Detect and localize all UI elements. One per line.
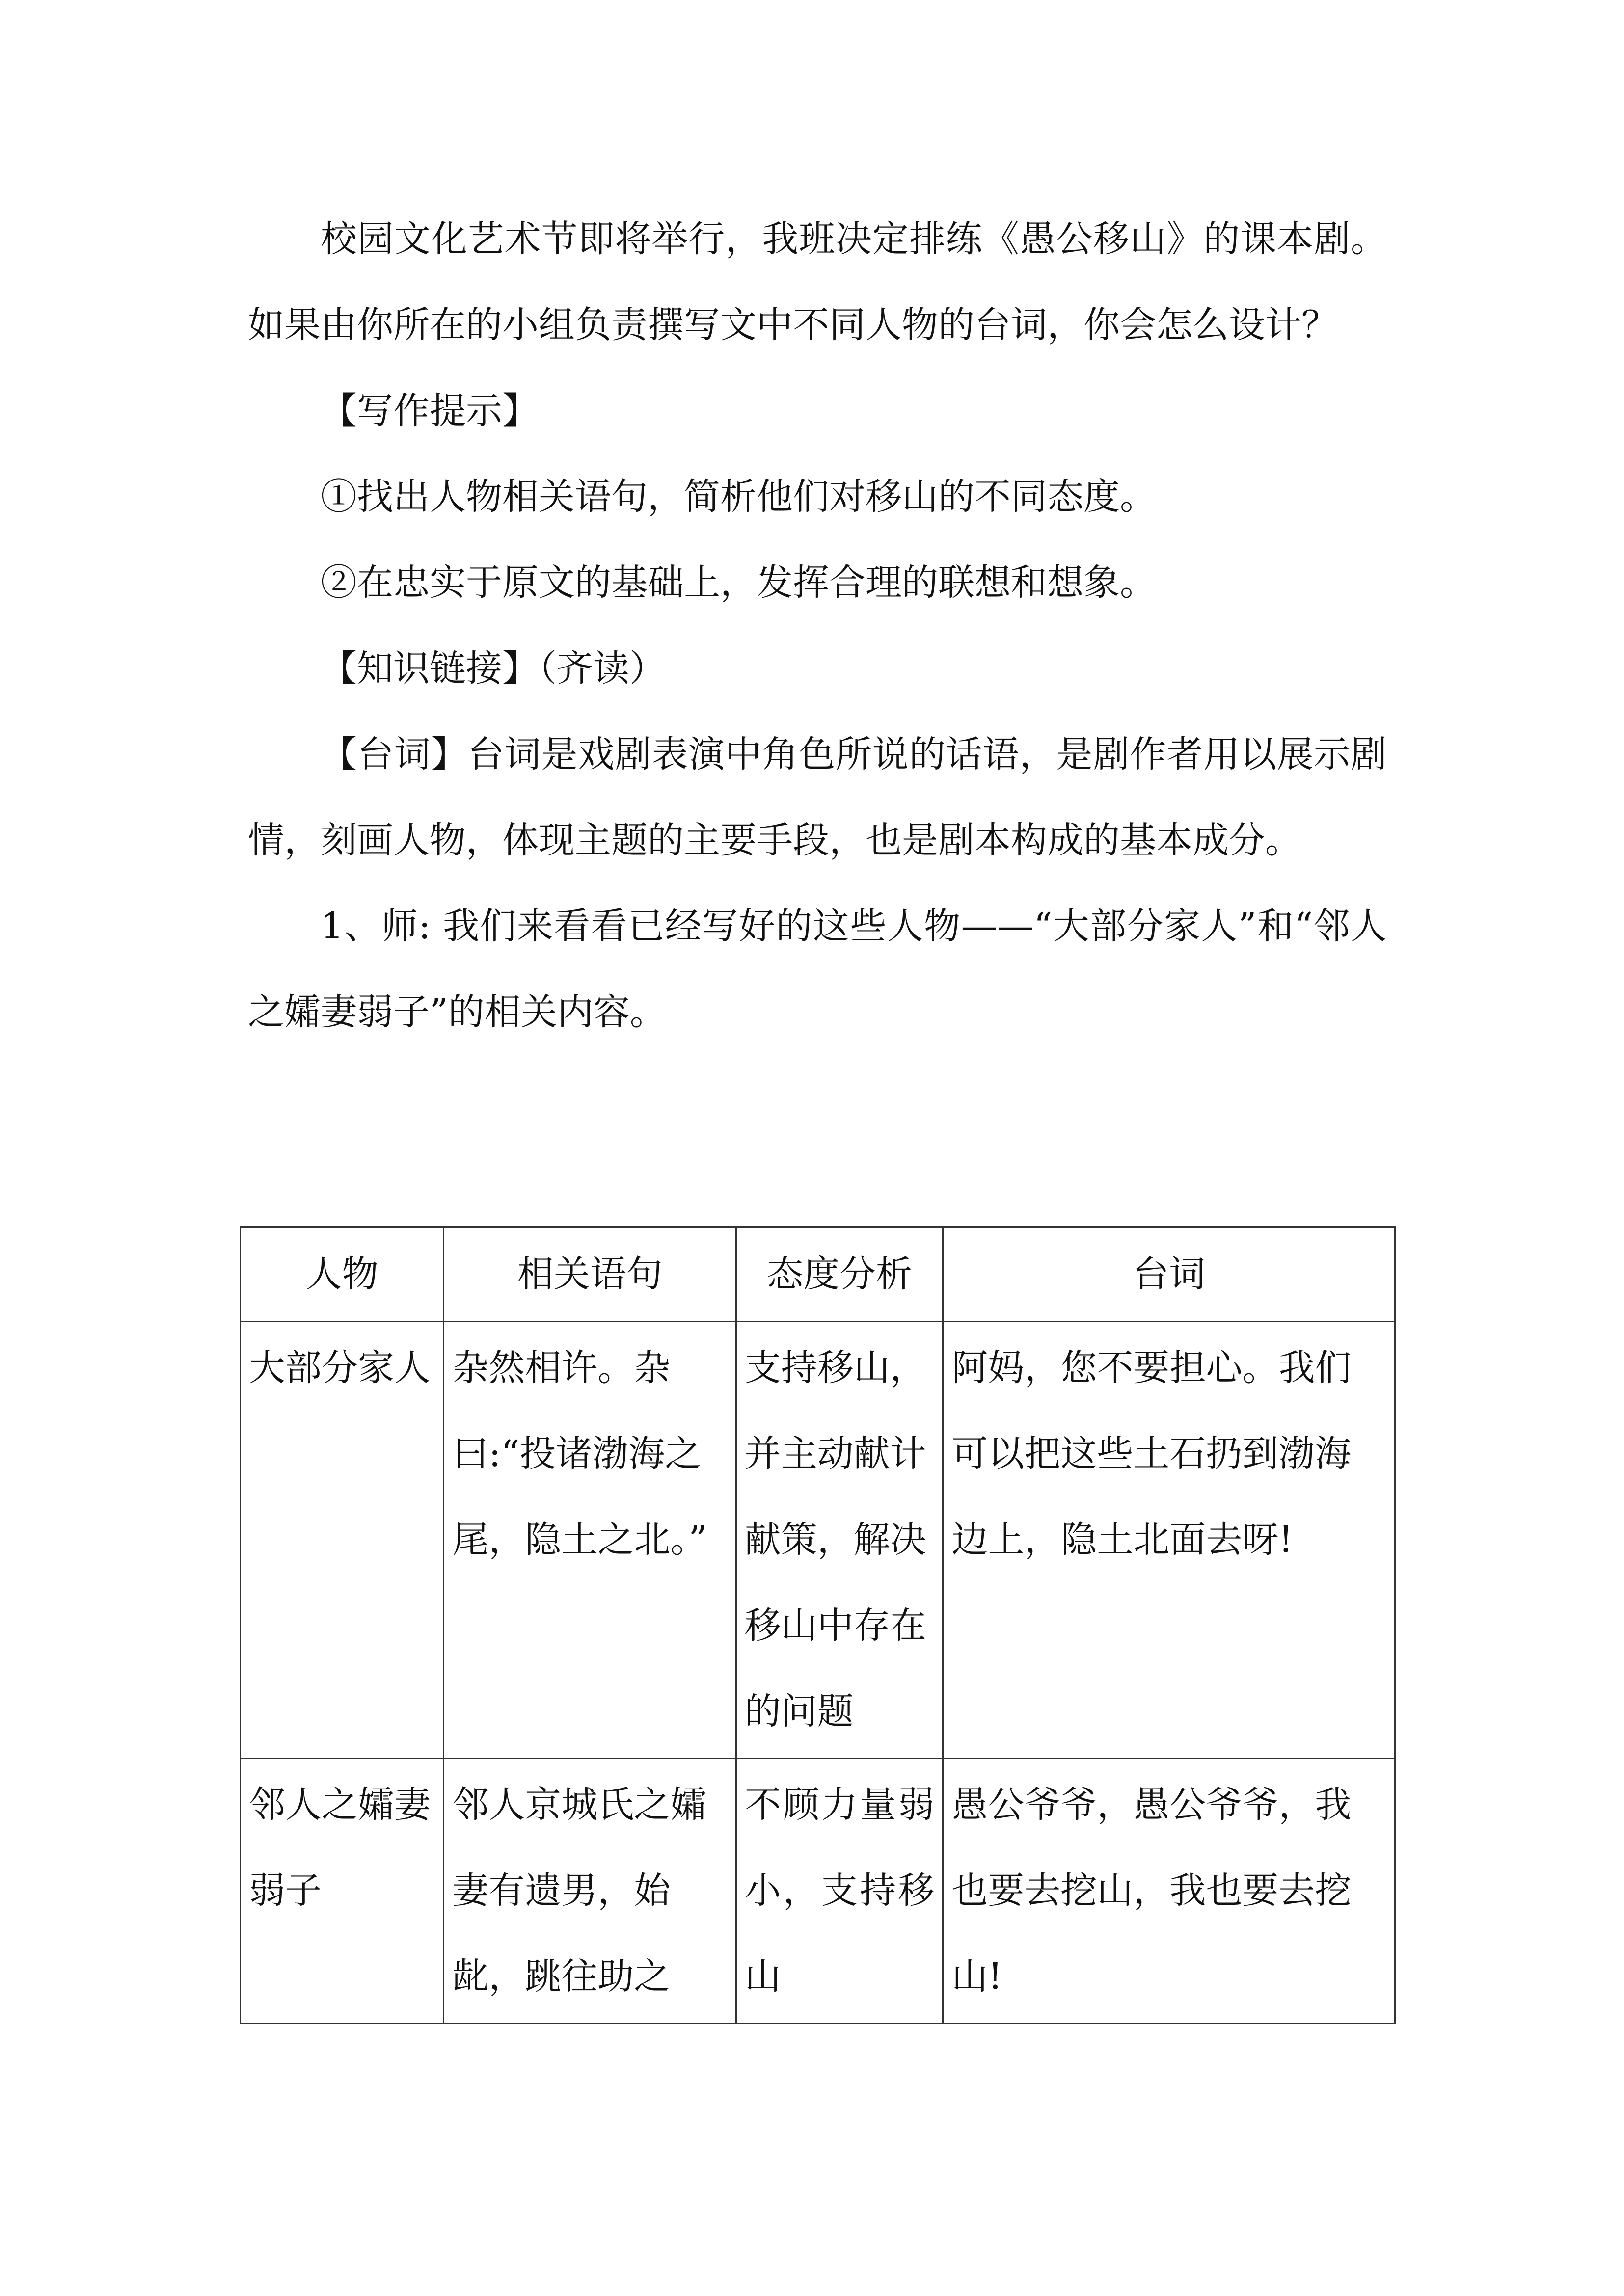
header-sentence: 相关语句 [444, 1227, 736, 1322]
cell-sentence: 杂然相许。杂曰:“投诸渤海之尾，隐土之北。” [444, 1322, 736, 1759]
writing-tips-heading: 【写作提示】 [321, 390, 539, 432]
cell-attitude: 不顾力量弱小，支持移山 [736, 1759, 943, 2024]
table-row [241, 1759, 1395, 2024]
cell-lines: 阿妈，您不要担心。我们可以把这些土石扔到渤海边上，隐土北面去呀! [943, 1322, 1395, 1759]
header-lines: 台词 [943, 1227, 1395, 1322]
cell-person: 大部分家人 [241, 1322, 444, 1759]
header-person: 人物 [241, 1227, 444, 1322]
writing-tip-2: ②在忠实于原文的基础上，发挥合理的联想和想象。 [321, 561, 1156, 604]
intro-paragraph: 校园文化艺术节即将举行，我班决定排练《愚公移山》的课本剧。如果由你所在的小组负责撰写文中不同人物的台词，你会怎么设计？ [248, 218, 1387, 346]
cell-sentence: 邻人京城氏之孀妻有遗男，始龀，跳往助之 [444, 1759, 736, 2024]
teacher-paragraph: 1、师: 我们来看看已经写好的这些人物——“大部分家人”和“邻人之孀妻弱子”的相关内容。 [248, 905, 1387, 1033]
writing-tip-1: ①找出人物相关语句，简析他们对移山的不同态度。 [321, 476, 1156, 518]
character-lines-table [240, 1226, 1396, 2024]
knowledge-link-heading: 【知识链接】（齐读） [321, 647, 666, 690]
definition-paragraph: 【台词】台词是戏剧表演中角色所说的话语，是剧作者用以展示剧情，刻画人物，体现主题的主要手段，也是剧本构成的基本成分。 [248, 733, 1387, 861]
table-header-row [241, 1227, 1395, 1322]
table-row [241, 1322, 1395, 1759]
cell-person: 邻人之孀妻弱子 [241, 1759, 444, 2024]
document-body [248, 196, 1387, 1055]
cell-attitude: 支持移山，并主动献计献策，解决移山中存在的问题 [736, 1322, 943, 1759]
header-attitude: 态度分析 [736, 1227, 943, 1322]
cell-lines: 愚公爷爷，愚公爷爷，我也要去挖山，我也要去挖山! [943, 1759, 1395, 2024]
